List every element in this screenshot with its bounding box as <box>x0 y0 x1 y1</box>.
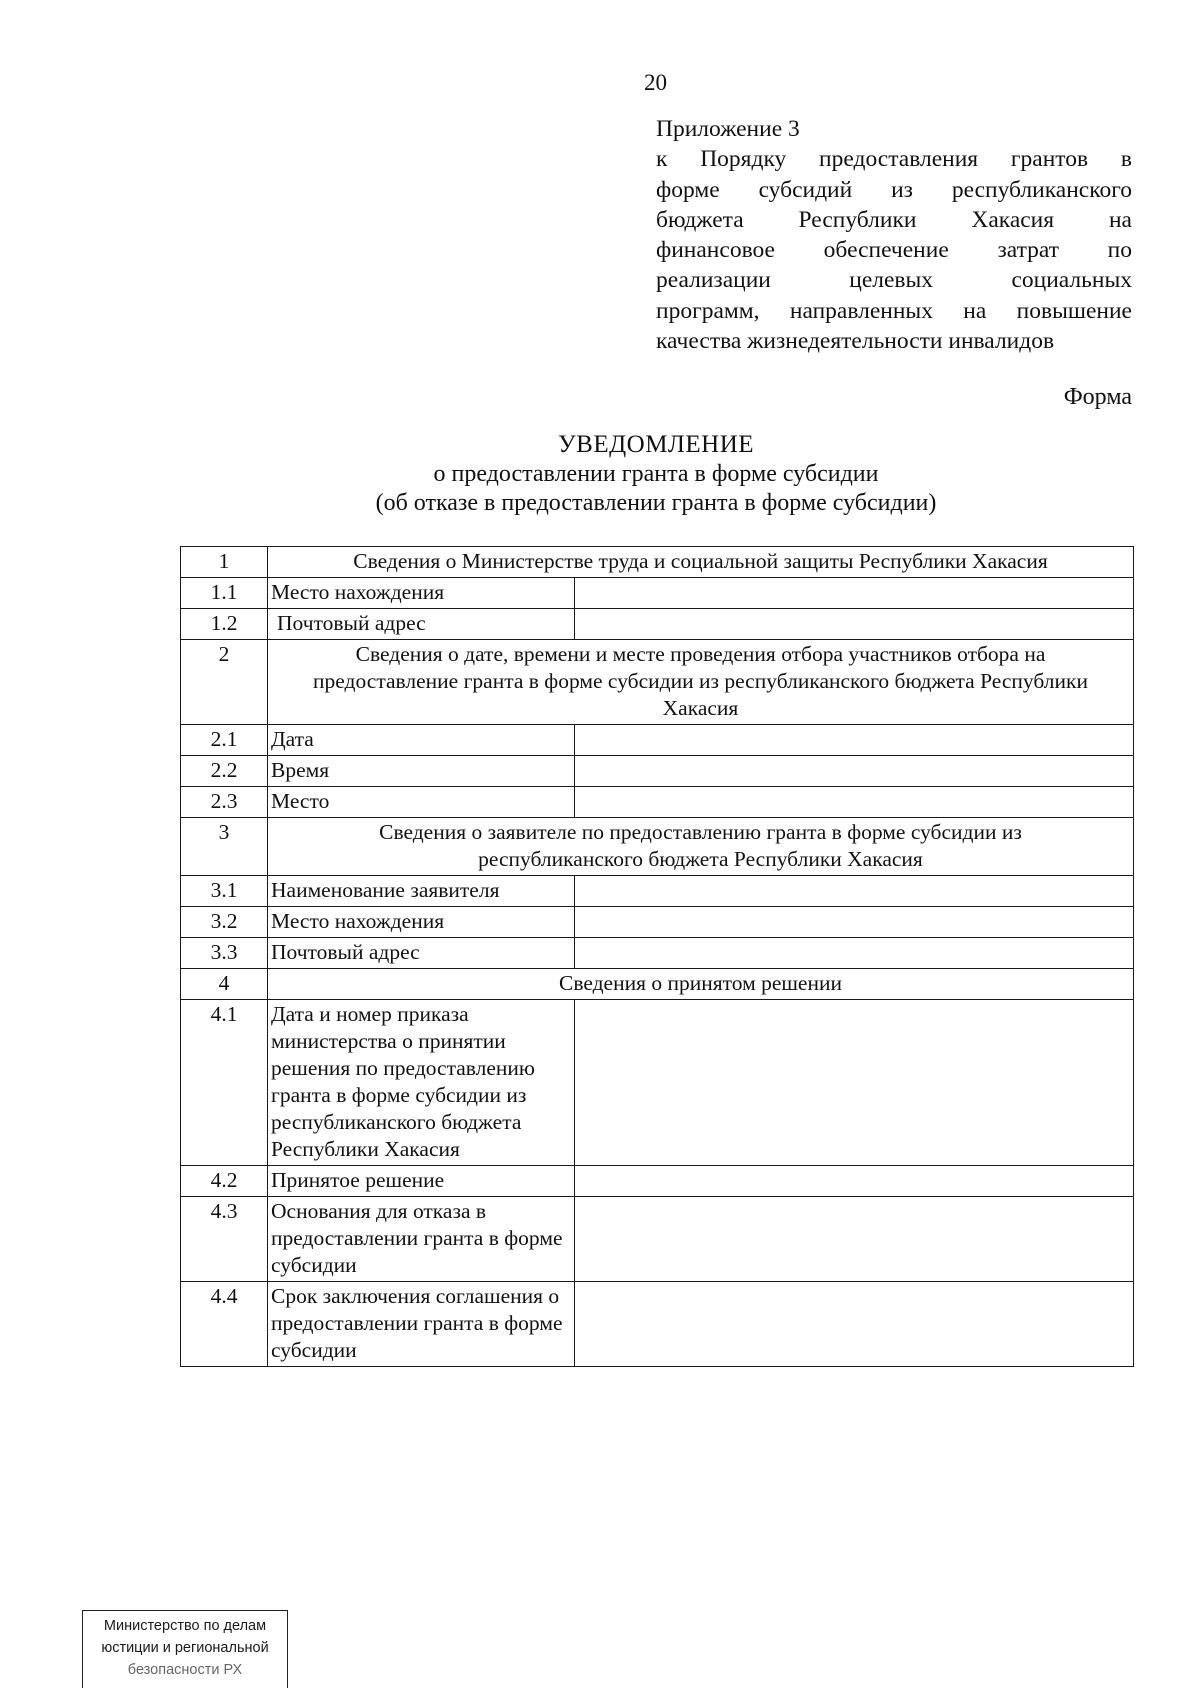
page-number: 20 <box>644 70 667 95</box>
field-value-cell[interactable] <box>575 1197 1134 1282</box>
field-label: Почтовый адрес <box>268 609 575 640</box>
table-row <box>181 1166 1134 1197</box>
row-number: 3.2 <box>181 907 268 938</box>
section-header: Сведения о дате, времени и месте проведения отбора участников отбора на предоставление гранта в форме субсидии из республиканского бюджета Республики Хакасия <box>268 640 1134 725</box>
table-row <box>181 756 1134 787</box>
table-row <box>181 969 1134 1000</box>
field-value-cell[interactable] <box>575 609 1134 640</box>
table-row <box>181 547 1134 578</box>
appendix-line: финансовое обеспечение затрат по <box>656 237 1132 264</box>
row-number: 2.1 <box>181 725 268 756</box>
row-number: 3.3 <box>181 938 268 969</box>
field-value-cell[interactable] <box>575 1282 1134 1367</box>
row-number: 2.2 <box>181 756 268 787</box>
section-header: Сведения о Министерстве труда и социальной защиты Республики Хакасия <box>268 547 1134 578</box>
appendix-line: качества жизнедеятельности инвалидов <box>656 328 1055 355</box>
table-row <box>181 787 1134 818</box>
field-label: Место нахождения <box>268 907 575 938</box>
field-label: Принятое решение <box>268 1166 575 1197</box>
field-label: Место нахождения <box>268 578 575 609</box>
appendix-line: форме субсидий из республиканского <box>656 176 1132 203</box>
field-label: Срок заключения соглашения о предоставлении гранта в форме субсидии <box>268 1282 575 1367</box>
field-value-cell[interactable] <box>575 938 1134 969</box>
table-row <box>181 1197 1134 1282</box>
stamp-line: юстиции и региональной <box>101 1640 269 1656</box>
field-label: Основания для отказа в предоставлении гранта в форме субсидии <box>268 1197 575 1282</box>
row-number: 1.1 <box>181 578 268 609</box>
row-number: 1.2 <box>181 609 268 640</box>
row-number: 4.2 <box>181 1166 268 1197</box>
row-number: 1 <box>181 547 268 578</box>
field-value-cell[interactable] <box>575 578 1134 609</box>
row-number: 2 <box>181 640 268 725</box>
table-row <box>181 578 1134 609</box>
field-value-cell[interactable] <box>575 907 1134 938</box>
form-label: Форма <box>1063 384 1132 410</box>
field-value-cell[interactable] <box>575 725 1134 756</box>
appendix-line: реализации целевых социальных <box>656 267 1132 294</box>
section-header: Сведения о заявителе по предоставлению гранта в форме субсидии из республиканского бюджета Республики Хакасия <box>268 818 1134 876</box>
registration-stamp <box>82 1610 288 1688</box>
table-row <box>181 876 1134 907</box>
stamp-line: Министерство по делам <box>103 1618 267 1634</box>
row-number: 4.4 <box>181 1282 268 1367</box>
document-subtitle-alt: (об отказе в предоставлении гранта в форме субсидии) <box>375 490 937 516</box>
table-row <box>181 1282 1134 1367</box>
field-label: Дата и номер приказа министерства о принятии решения по предоставлению гранта в форме субсидии из республиканского бюджета Республики Хакасия <box>268 1000 575 1166</box>
field-value-cell[interactable] <box>575 1166 1134 1197</box>
field-value-cell[interactable] <box>575 756 1134 787</box>
appendix-line: бюджета Республики Хакасия на <box>656 206 1132 233</box>
appendix-line: к Порядку предоставления грантов в <box>656 146 1132 173</box>
field-label: Место <box>268 787 575 818</box>
row-number: 3 <box>181 818 268 876</box>
table-row <box>181 907 1134 938</box>
table-row <box>181 938 1134 969</box>
field-label: Время <box>268 756 575 787</box>
row-number: 3.1 <box>181 876 268 907</box>
row-number: 2.3 <box>181 787 268 818</box>
row-number: 4.1 <box>181 1000 268 1166</box>
field-label: Наименование заявителя <box>268 876 575 907</box>
table-row <box>181 725 1134 756</box>
document-title: УВЕДОМЛЕНИЕ <box>557 431 755 458</box>
stamp-line: безопасности РХ <box>127 1662 243 1678</box>
field-label: Дата <box>268 725 575 756</box>
table-row <box>181 1000 1134 1166</box>
table-row <box>181 640 1134 725</box>
section-header: Сведения о принятом решении <box>268 969 1134 1000</box>
notification-form-table <box>180 546 1134 1367</box>
document-title-block <box>180 430 1132 518</box>
field-value-cell[interactable] <box>575 787 1134 818</box>
row-number: 4.3 <box>181 1197 268 1282</box>
table-row <box>181 818 1134 876</box>
row-number: 4 <box>181 969 268 1000</box>
appendix-line: программ, направленных на повышение <box>656 297 1132 324</box>
field-label: Почтовый адрес <box>268 938 575 969</box>
field-value-cell[interactable] <box>575 1000 1134 1166</box>
appendix-header <box>656 114 1132 356</box>
table-row <box>181 609 1134 640</box>
document-subtitle: о предоставлении гранта в форме субсидии <box>433 461 879 487</box>
field-value-cell[interactable] <box>575 876 1134 907</box>
appendix-line: Приложение 3 <box>656 116 800 142</box>
